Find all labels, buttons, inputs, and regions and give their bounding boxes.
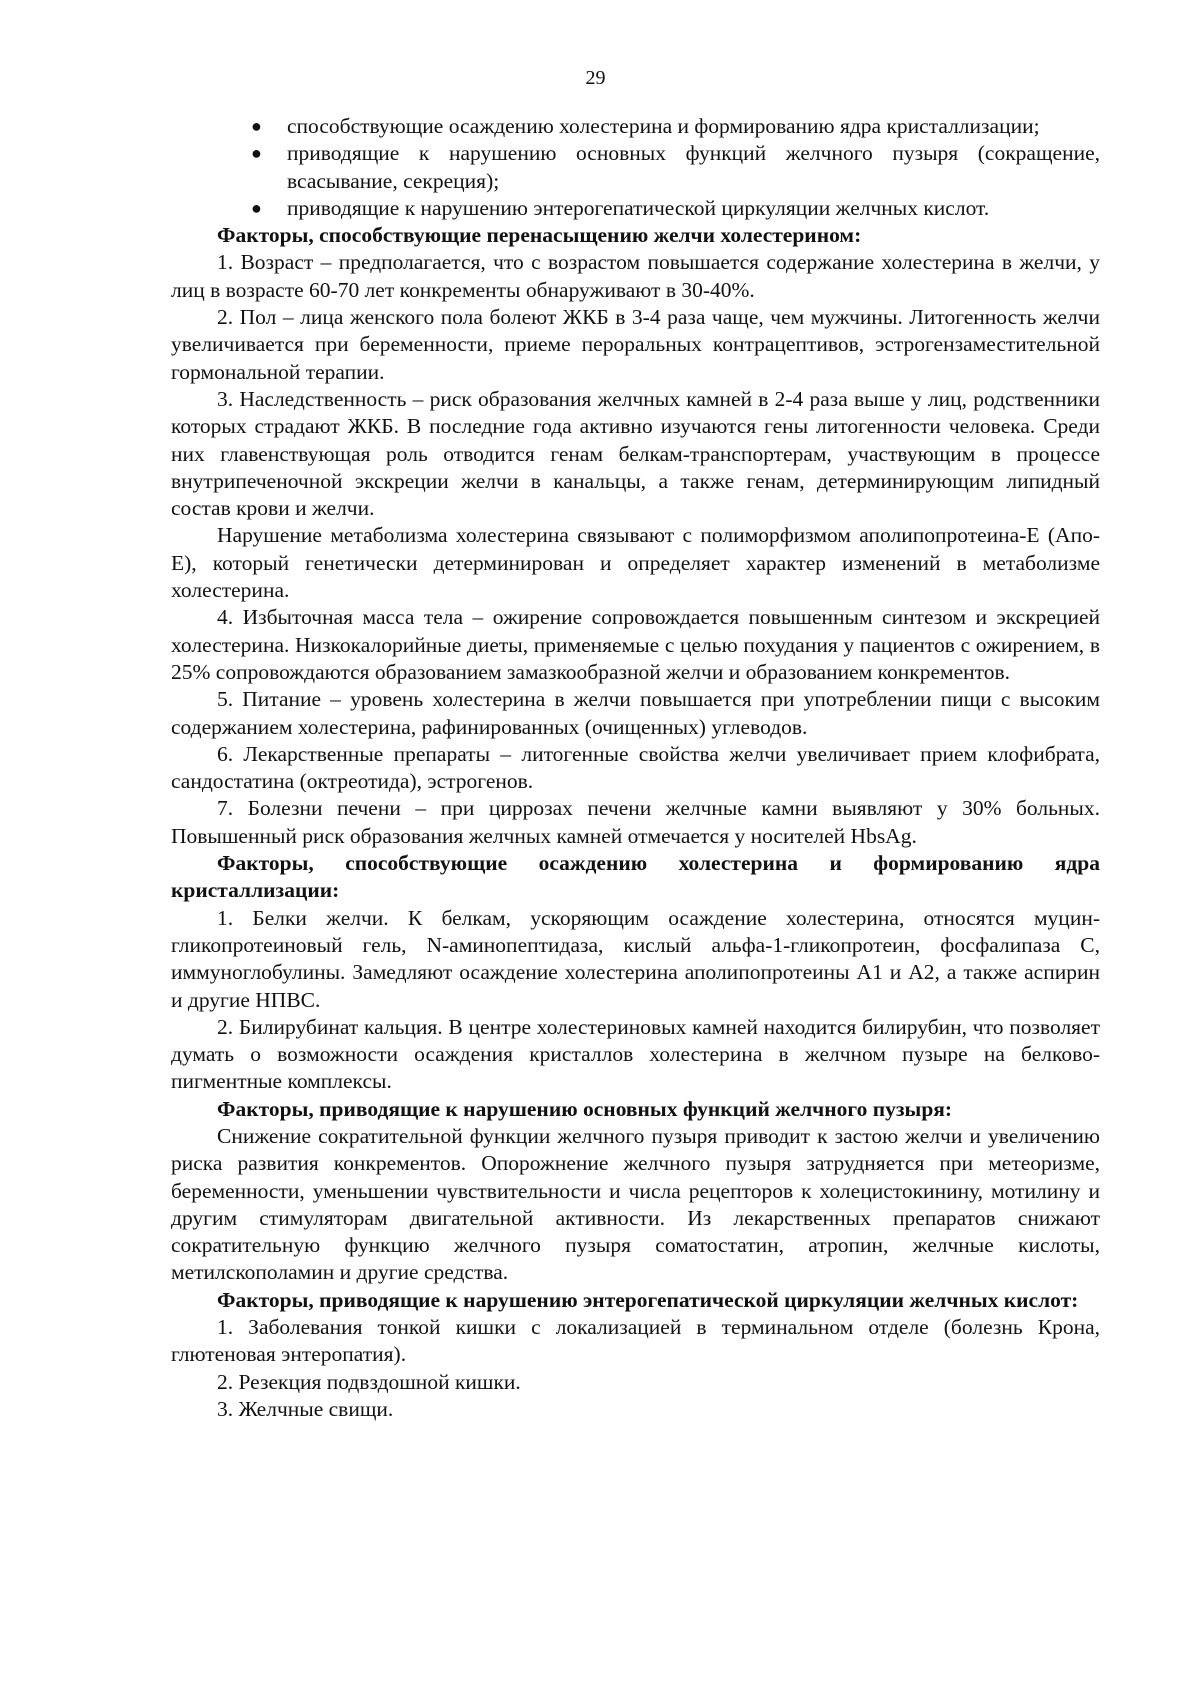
bullet-dot-icon: ● — [251, 116, 262, 136]
paragraph: Снижение сократительной функции желчного пузыря приводит к застою желчи и увеличению риска развития конкрементов. Опорожнение желчного пузыря затрудняется при метеоризме, беременности, уменьшении чувствительности и числа рецепторов к холецистокинину, мотилину и другим стимуляторам двигательной активности. Из лекарственных препаратов снижают сократительную функцию желчного пузыря соматостатин, атропин, желчные кислоты, метилскополамин и другие средства. — [171, 1123, 1100, 1285]
section-heading: Факторы, способствующие перенасыщению желчи холестерином: — [217, 223, 862, 248]
paragraph: 3. Желчные свищи. — [217, 1396, 394, 1421]
paragraph: 1. Возраст – предполагается, что с возрастом повышается содержание холестерина в желчи, у лиц в возрасте 60-70 лет конкременты обнаруживают в 30-40%. — [171, 250, 1100, 302]
paragraph: 2. Пол – лица женского пола болеют ЖКБ в 3-4 раза чаще, чем мужчины. Литогенность желчи увеличивается при беременности, приеме пероральных контрацептивов, эстрогензаместительной гормональной терапии. — [171, 305, 1100, 384]
section-heading: Факторы, способствующие осаждению холестерина и формированию ядра кристаллизации: — [171, 851, 1100, 903]
paragraph: 5. Питание – уровень холестерина в желчи повышается при употреблении пищи с высоким содержанием холестерина, рафинированных (очищенных) углеводов. — [171, 687, 1100, 739]
bullet-dot-icon: ● — [251, 197, 262, 218]
text-column — [171, 113, 1100, 1423]
paragraph: 6. Лекарственные препараты – литогенные свойства желчи увеличивает прием клофибрата, сандостатина (октреотида), эстрогенов. — [171, 741, 1100, 794]
paragraph: 4. Избыточная масса тела – ожирение сопровождается повышенным синтезом и экскрецией холестерина. Низкокалорийные диеты, применяемые с целью похудания у пациентов с ожирением, в 25% сопровождаются образованием замазкообразной желчи и образованием конкрементов. — [171, 605, 1100, 684]
section-heading: Факторы, приводящие к нарушению энтерогепатической циркуляции желчных кислот: — [217, 1287, 1079, 1312]
paragraph: 1. Заболевания тонкой кишки с локализацией в терминальном отделе (болезнь Крона, глютеновая энтеропатия). — [171, 1315, 1100, 1367]
paragraph: 2. Билирубинат кальция. В центре холестериновых камней находится билирубин, что позволяет думать о возможности осаждения кристаллов холестерина в желчном пузыре на белково-пигментные комплексы. — [171, 1014, 1100, 1094]
paragraph: 7. Болезни печени – при циррозах печени желчные камни выявляют у 30% больных. Повышенный риск образования желчных камней отмечается у носителей HbsAg. — [171, 796, 1100, 848]
section-heading: Факторы, приводящие к нарушению основных функций желчного пузыря: — [217, 1096, 953, 1121]
bullet-item: ● приводящие к нарушению основных функций желчного пузыря (сокращение, всасывание, секреция); — [251, 141, 1100, 193]
bullet-list — [171, 113, 1100, 222]
paragraph: 1. Белки желчи. К белкам, ускоряющим осаждение холестерина, относятся муцин-гликопротеиновый гель, N-аминопептидаза, кислый альфа-1-гликопротеин, фосфалипаза С, иммуноглобулины. Замедляют осаждение холестерина аполипопротеины А1 и А2, а также аспирин и другие НПВС. — [171, 905, 1100, 1012]
bullet-dot-icon: ● — [251, 143, 262, 164]
page-number: 29 — [585, 67, 606, 89]
paragraph: Нарушение метаболизма холестерина связывают с полиморфизмом аполипопротеина-Е (Апо-Е), который генетически детерминирован и определяет характер изменений в метаболизме холестерина. — [171, 523, 1100, 603]
paragraph: 3. Наследственность – риск образования желчных камней в 2-4 раза выше у лиц, родственники которых страдают ЖКБ. В последние года активно изучаются гены литогенности человека. Среди них главенствующая роль отводится генам белкам-транспортерам, участвующим в процессе внутрипеченочной экскреции желчи в канальцы, а также генам, детерминирующим липидный состав крови и желчи. — [171, 386, 1100, 521]
paragraph: 2. Резекция подвздошной кишки. — [217, 1369, 521, 1394]
bullet-item: ● приводящие к нарушению энтерогепатической циркуляции желчных кислот. — [171, 195, 1100, 222]
bullet-item: ● способствующие осаждению холестерина и формированию ядра кристаллизации; — [171, 113, 1100, 140]
